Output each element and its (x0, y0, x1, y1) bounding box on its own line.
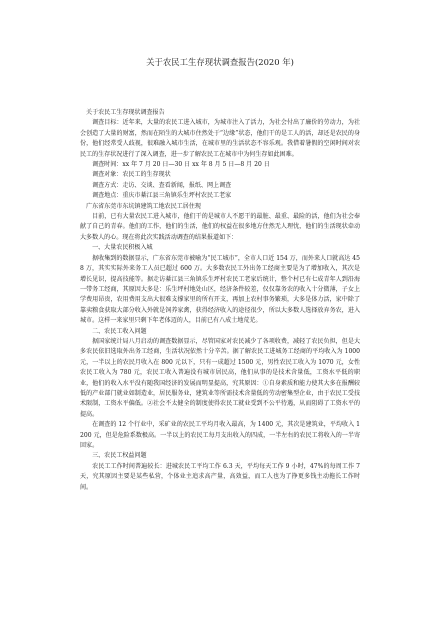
document-paragraph: 二、农民工收入问题 (92, 327, 147, 335)
document-paragraph: 调查目标：近年来，大量的农民工进入城市，为城市注入了活力，为社会付出了廉价的劳动力，为社会创造了大量的财富，然而在陌生的大城市住然处于“边缘”状态，他们干的是工人的活，却还是农民的身份，他们经常受人歧视，很难融入城市生活，在城市里的生活状态不容乐观。我借着暑假的空闲时间对农民工的生存状况进行了深入调查，进一步了解农民工在城市中为何生存如此困难。 (80, 119, 360, 158)
document-paragraph: 三、农民工权益问题 (92, 452, 147, 460)
document-title: 关于农民工生存现状调查报告(2020 年) (146, 57, 294, 67)
document-paragraph: 据收集到的数据显示，广东省东莞市被喻为“民工城市”，全市人口近 154 万，而外来人口就高达 458 万，其实实际外来务工人员已超过 600 万。大多数农民工外出务工经商主要是为了增加收入，其次是增长见识，提高技能等。据走访綦江县三角镇乐生坪村农民工老家后统计，整个村已有七成青年人到沿海一带务工经商，其原因大多是：乐生坪村地处山区，经济条件较差，仅仅靠务农的收入十分微薄，子女上学费用昂贵，农用费用支出大很难支撑家里的所有开支，再加上农村事务繁琐，大多是体力活，家中除了靠卖粮食获取大部分收入外就是饲养家禽，获得经济收入的途径很少，所以大多数人选择放弃务农，进入城市。这样一来家里只剩下年老体迈的人，目前已有八成土地荒芜。 (80, 254, 360, 325)
document-paragraph: 调查地点：重庆市綦江县三角镇乐生坪村农民工老家 (92, 192, 232, 200)
document-body (80, 108, 360, 493)
document-paragraph: 调查对象：农民工的生存现状 (92, 171, 171, 179)
document-paragraph: 目前，已有大量农民工进入城市，他们干的是城市人不愿干的最脏、最重、最险的活，他们为社会奉献了自己的青春。他们的工作，他们的生活，他们的权益在很多地方住然无人理忧，他们的生活现状牵动大多数人的心。现在将此次实践活动调查的结果报道如下： (80, 213, 360, 241)
document-paragraph: 农民工工作时间普遍较长：进城农民工平均工作 6.3 天，平均每天工作 9 小时，47%的每周工作 7 天，究其原因主要是某些私营，个体业主追求高产量，高效益，而工人也为了挣更多钱主动拖长工作时间。 (80, 462, 360, 491)
document-paragraph: 广东省东莞市东坑镇建筑工地农民工居住现 (86, 202, 201, 210)
document-paragraph: 调查方式：走访、交谈、查看新闻，报纸、网上调查 (92, 181, 232, 189)
document-paragraph: 据国家统计局八月启动的调查数据显示，尽管国家对农民减少了各项收费，减轻了农民负担，但是大多农民依旧选取外出务工经商，生活状况依然十分辛苦。据了解农民工进城务工经商的平均收入为 1000 元，一半以上的农民月收入在 800 元以下，只有一成超过 1500 元，男性农民工收入为 1070 元，女性农民工收入为 780 元，农民工收入普遍没有城市居民高，他们从事的是技术含量低，工资水平低的职业，他们的收入水平没有随我国经济的发展而明显提高，究其原因：①自身素质和能力使其大多在报酬较低的产业部门就业如制造业，居民服务业，建筑业等所需技术含量低的劳动密集型企业，由于农民工受技术限制，工资水平偏低。②社会不太健全的制度使得农民工就业受到不公平待遇，从而阻碍了工资水平的提高。 (80, 337, 360, 418)
document-paragraph: 调查时间：xx 年 7 月 20 日—30 日 xx 年 8 月 5 日—8 月 20 日 (92, 161, 270, 169)
document-paragraph: 关于农民工生存现状调查报告 (86, 109, 165, 116)
document-paragraph: 一、大量农民积极入城 (92, 244, 153, 252)
document-paragraph: 在调查的 12 个行业中，采矿业的农民工平均月收入最高，为 1400 元，其次是建筑业，平均收入 1200 元，但是危险系数极高。一半以上的农民工每月支出收入的四成，一半左右的农民工将收入的一半寄回家。 (80, 421, 360, 449)
